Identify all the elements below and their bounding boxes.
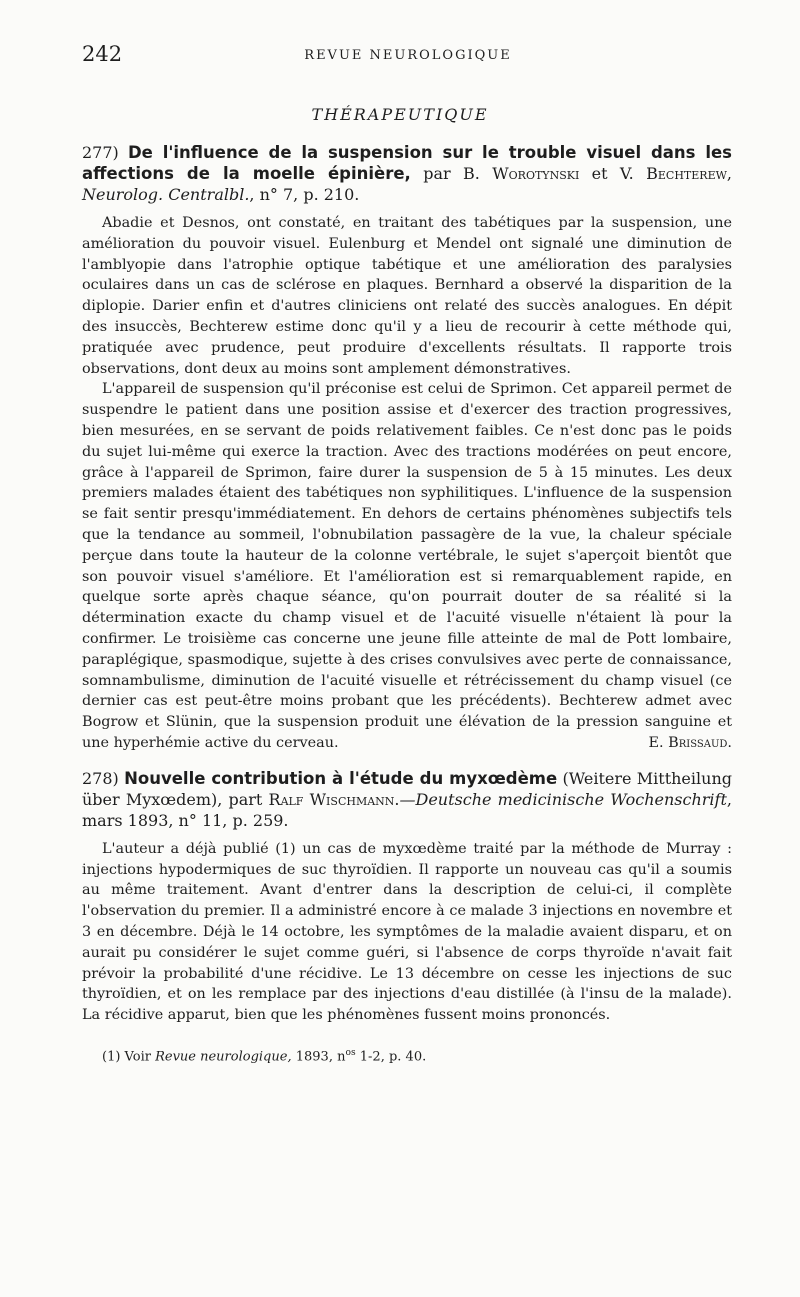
article-277-title: De l'influence de la suspension sur le trouble visuel dans les affections de la moelle épinière, (82, 143, 732, 183)
article-277-paragraph-2-text: L'appareil de suspension qu'il préconise est celui de Sprimon. Cet appareil permet de suspendre le patient dans une position assise et d'exercer des traction progressives, bien mesurées, en se servant de poids relativement faibles. Ce n'est donc pas le poids du sujet lui-même qui exerce la traction. Avec des tractions modérées on peut encore, grâce à l'appareil de Sprimon, faire durer la suspension de 5 à 15 minutes. Les deux premiers malades étaient des tabétiques non syphilitiques. L'influence de la suspension se fait sentir presqu'immédiatement. En dehors de certains phénomènes subjectifs tels que la tendance au sommeil, l'obnubilation passagère de la vue, la chaleur spéciale perçue dans toute la hauteur de la colonne vertébrale, le sujet s'aperçoit bientôt que son pouvoir visuel s'améliore. Et l'amélioration est si remarquablement rapide, en quelque sorte après chaque séance, qu'on pourrait douter de sa réalité si la détermination exacte du champ visuel et de l'acuité visuelle n'étaient là pour la confirmer. Le troisième cas concerne une jeune fille atteinte de mal de Pott lombaire, paraplégique, spasmodique, sujette à des crises convulsives avec perte de connaissance, somnambulisme, diminution de l'acuité visuelle et rétrécissement du champ visuel (ce dernier cas est peut-être moins probant que les précédents). Bechterew admet avec Bogrow et Slünin, que la suspension produit une élévation de la pression sanguine et une hyperhémie active du cerveau. (82, 381, 732, 751)
article-278-text-before-note: L'auteur a déjà publié (102, 840, 269, 857)
article-277-author-2: Bechterew (646, 164, 727, 183)
article-277-byline-prefix: par B. (423, 164, 480, 183)
article-278-source: —Deutsche medicinische Wochenschrift (399, 789, 727, 809)
article-277-source-tail: , n° 7, p. 210. (249, 185, 360, 204)
article-277-heading: 277) De l'influence de la suspension sur le trouble visuel dans les affections de la moelle épinière, par B. Worotynski et V. Bechterew, Neurolog. Centralbl., n° 7, p. 210. (82, 143, 733, 204)
article-277-author-1: Worotynski (492, 164, 580, 183)
article-278-author: Ralf Wischmann. (268, 789, 400, 809)
page-header (82, 42, 734, 72)
page-number: 242 (82, 42, 123, 66)
article-278-original-title: (Weitere Mittheilung über Myxœdem), part (82, 768, 732, 809)
footnote-tail-sup: os (345, 1047, 356, 1058)
article-277-byline-mid: et V. (591, 164, 634, 183)
article-278-source-tail: , mars 1893, n° 11, p. 259. (82, 789, 732, 830)
article-278-paragraph-1 (82, 839, 732, 1026)
section-title: THÉRAPEUTIQUE (311, 105, 489, 124)
article-277-source: Neurolog. Centralbl. (82, 185, 250, 204)
article-278-text-after-note: un cas de myxœdème traité par la méthode de Murray : injections hypodermiques de suc thyroïdien. Il rapporte un nouveau cas qu'il a soumis au même traitement. Avant d'entrer dans la description de celui-ci, il complète l'observation du premier. Il a administré encore à ce malade 3 injections en novembre et 3 en décembre. Déjà le 14 octobre, les symptômes de la maladie avaient disparu, et on aurait pu considérer le sujet comme guéri, si l'absence de corps thyroïde n'avait fait prévoir la probabilité d'une récidive. Le 13 décembre on cesse les injections de suc thyroïdien, et on les remplace par des injections d'eau distillée (à l'insu de la malade). La récidive apparut, bien que les phénomènes fussent moins prononcés. (82, 840, 732, 1024)
running-title: REVUE NEUROLOGIQUE (304, 48, 512, 63)
footnote-journal: Revue neurologique, (155, 1049, 292, 1065)
article-278-number: 278) (82, 768, 119, 788)
footnote-marker: (1) Voir (102, 1049, 151, 1065)
article-277-paragraph-2 (82, 379, 732, 753)
footnote-tail-pre: 1893, n (295, 1049, 346, 1065)
footnote-tail-post: 1-2, p. 40. (359, 1049, 427, 1065)
article-277-number: 277) (82, 143, 119, 162)
article-277-signature: E. Brissaud. (648, 734, 732, 751)
article-277-paragraph-1: Abadie et Desnos, ont constaté, en traitant des tabétiques par la suspension, une amélioration du pouvoir visuel. Eulenburg et Mendel ont signalé une diminution de l'amblyopie dans l'atrophie optique tabétique et une amélioration des paralysies oculaires dans un cas de sclérose en plaques. Bernhard a observé la disparition de la diplopie. Darier enfin et d'autres cliniciens ont relaté des succès analogues. En dépit des insuccès, Bechterew estime donc qu'il y a lieu de recourir à cette méthode qui, pratiquée avec prudence, peut produire d'excellents résultats. Il rapporte trois observations, dont deux au moins sont amplement démonstratives. (82, 215, 732, 377)
footnote (82, 1048, 732, 1064)
article-278-heading (82, 768, 732, 831)
article-278-title: Nouvelle contribution à l'étude du myxœdème (124, 768, 558, 788)
footnote-reference[interactable]: (1) (275, 840, 296, 857)
page-content (82, 142, 732, 1064)
